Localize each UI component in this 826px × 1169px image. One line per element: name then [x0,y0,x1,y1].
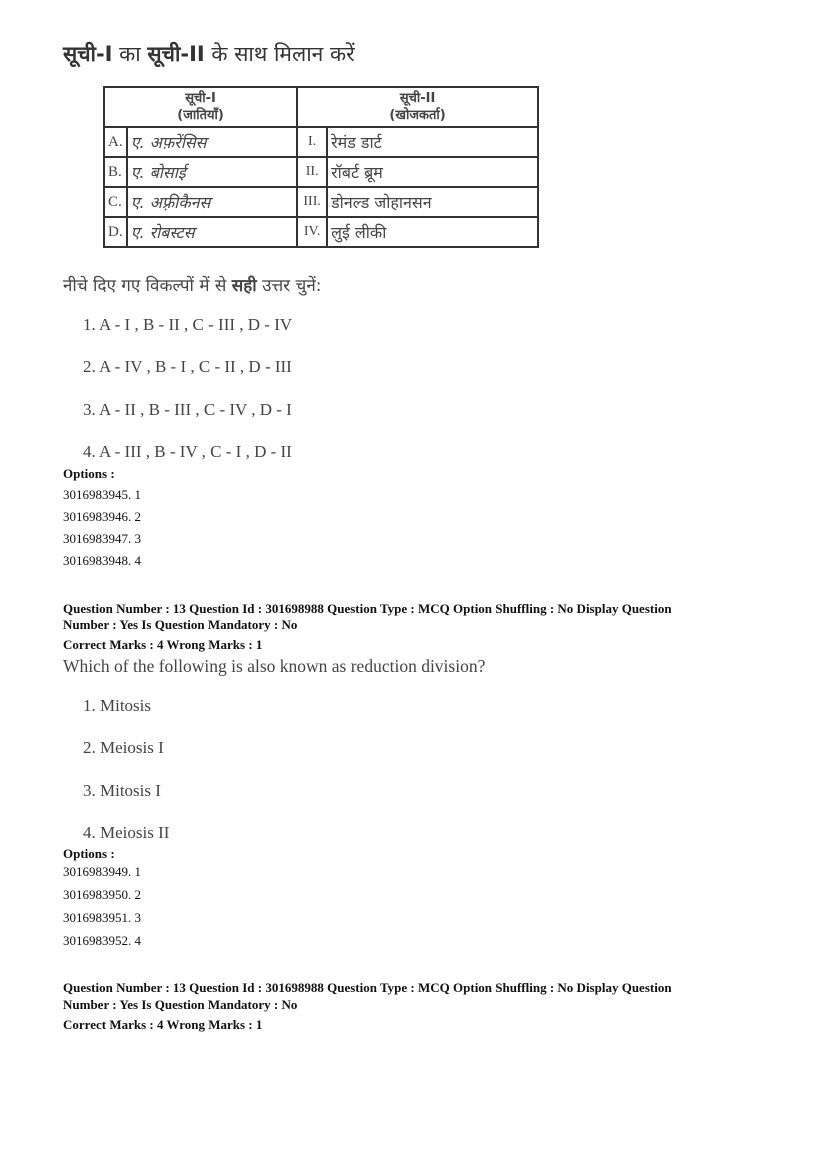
choice-2: 2. Meiosis I [83,738,164,757]
option-id: 3016983945. 1 [63,487,141,502]
list-2-label: सूची-II [147,42,205,66]
question-text: Which of the following is also known as reduction division? [63,656,486,676]
table-header-row [104,87,538,127]
discoverer-cell: डोनल्ड जोहानसन [327,187,538,217]
instruction-text: उत्तर चुनें: [256,276,322,296]
instruction [63,273,322,296]
choice-4: 4. A - III , B - IV , C - I , D - II [83,442,292,461]
options-label: Options : [63,466,115,481]
choice-4: 4. Meiosis II [83,823,170,842]
options-label: Options : [63,846,115,861]
row-numeral: III. [297,187,327,217]
choice-1: 1. Mitosis [83,696,152,715]
option-id: 3016983947. 3 [63,531,141,546]
row-letter: B. [104,157,127,187]
header-title: सूची-I [185,91,216,106]
header-list-1 [104,87,297,127]
choice-3: 3. A - II , B - III , C - IV , D - I [83,400,292,419]
table-row [104,127,538,157]
header-list-2 [297,87,538,127]
question-marks: Correct Marks : 4 Wrong Marks : 1 [63,637,263,652]
question-meta: Question Number : 13 Question Id : 301698988 Question Type : MCQ Option Shuffling : No Display Question [63,980,672,995]
option-id: 3016983951. 3 [63,910,141,925]
option-id: 3016983950. 2 [63,887,141,902]
header-subtitle: (खोजकर्ता) [389,108,446,123]
instruction-text: नीचे दिए गए विकल्पों में से [63,276,232,296]
species-cell: ए. अफ़रेंसिस [127,127,298,157]
discoverer-cell: रॉबर्ट ब्रूम [327,157,538,187]
discoverer-cell: लुई लीकी [327,217,538,247]
header-subtitle: (जातियाँ) [177,108,224,123]
question-12-title [63,40,355,68]
question-meta: Number : Yes Is Question Mandatory : No [63,617,298,632]
species-cell: ए. रोबस्टस [127,217,298,247]
title-text: का [112,42,148,66]
choice-2: 2. A - IV , B - I , C - II , D - III [83,357,292,376]
discoverer-cell: रेमंड डार्ट [327,127,538,157]
species-cell: ए. बोसाई [127,157,298,187]
option-id: 3016983946. 2 [63,509,141,524]
row-numeral: I. [297,127,327,157]
title-text: के साथ मिलान करें [204,42,355,66]
row-numeral: IV. [297,217,327,247]
match-table [103,86,539,248]
row-numeral: II. [297,157,327,187]
row-letter: D. [104,217,127,247]
row-letter: A. [104,127,127,157]
question-marks: Correct Marks : 4 Wrong Marks : 1 [63,1017,263,1032]
row-letter: C. [104,187,127,217]
header-title: सूची-II [399,91,436,106]
choice-3: 3. Mitosis I [83,781,161,800]
option-id: 3016983952. 4 [63,933,141,948]
table-row [104,217,538,247]
table-row [104,157,538,187]
option-id: 3016983948. 4 [63,553,141,568]
choice-1: 1. A - I , B - II , C - III , D - IV [83,315,293,334]
species-cell: ए. अफ़्रीकैनस [127,187,298,217]
list-1-label: सूची-I [63,42,113,66]
table-row [104,187,538,217]
question-meta: Number : Yes Is Question Mandatory : No [63,997,298,1012]
question-meta: Question Number : 13 Question Id : 301698988 Question Type : MCQ Option Shuffling : No Display Question [63,601,672,616]
instruction-emphasis: सही [231,276,257,296]
option-id: 3016983949. 1 [63,864,141,879]
